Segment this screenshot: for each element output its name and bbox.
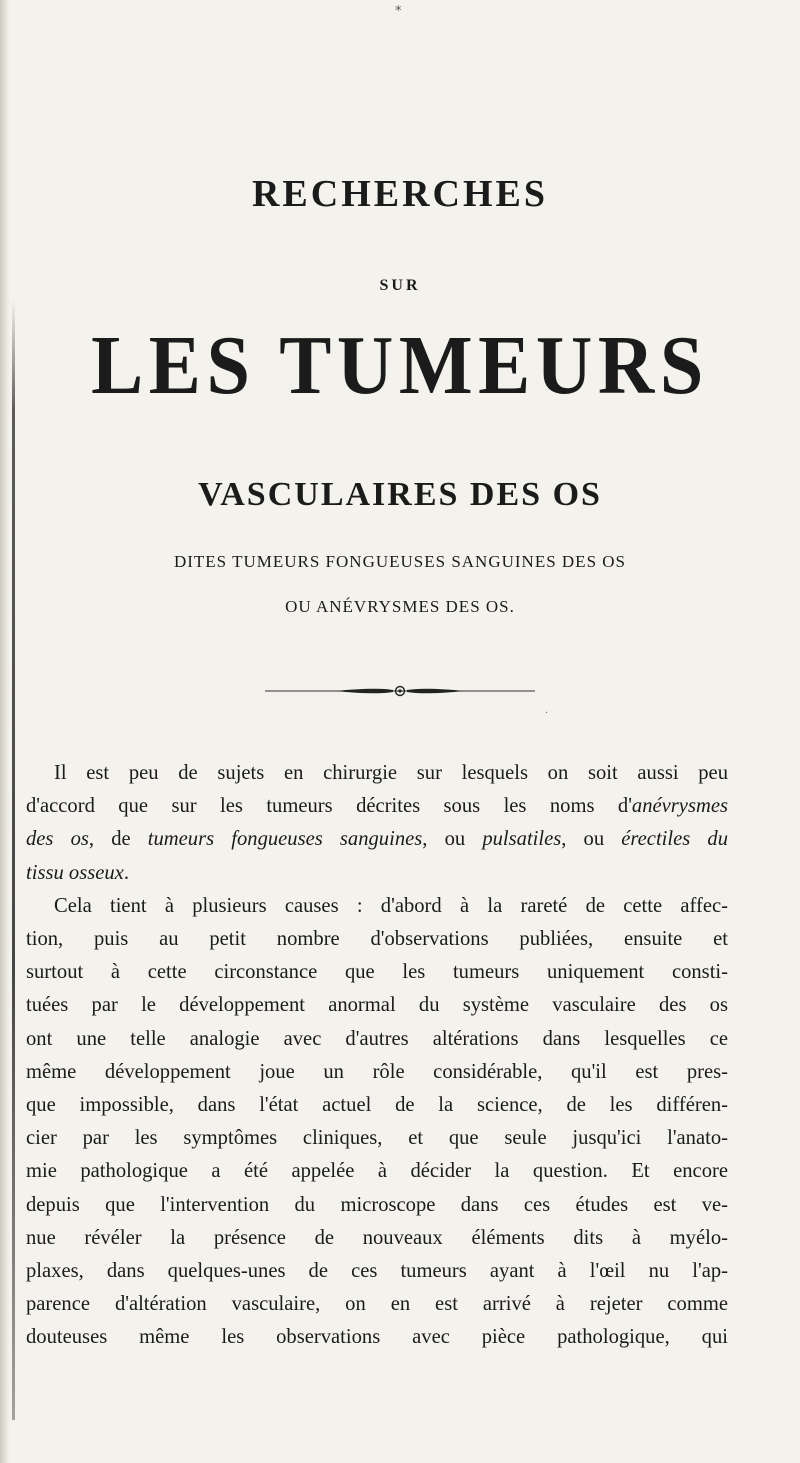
title-les-tumeurs: LES TUMEURS	[91, 319, 709, 412]
text-line: des os, de tumeurs fongueuses sanguines, ou pulsatiles, ou érectiles du	[26, 828, 729, 851]
subtitle-line-2: OU ANÉVRYSMES DES OS.	[285, 597, 515, 616]
text-line: d'accord que sur les tumeurs décrites sous les noms d'anévrysmes	[26, 795, 728, 818]
text-line: ont une telle analogie avec d'autres altérations dans lesquelles ce	[26, 1027, 728, 1050]
page-edge-shadow	[0, 0, 10, 1463]
binding-edge-line	[12, 300, 15, 1420]
text-line: cier par les symptômes cliniques, et que seule jusqu'ici l'anato-	[26, 1127, 728, 1150]
text-line: tissu osseux.	[26, 861, 129, 884]
text-line: mie pathologique a été appelée à décider la question. Et encore	[26, 1160, 728, 1183]
title-vasculaires-des-os: VASCULAIRES DES OS	[198, 476, 602, 513]
text-line: parence d'altération vasculaire, on en est arrivé à rejeter comme	[26, 1293, 728, 1316]
top-mark: *	[395, 4, 402, 19]
subtitle-line-1: DITES TUMEURS FONGUEUSES SANGUINES DES OS	[173, 552, 627, 571]
ornamental-rule-icon	[265, 684, 535, 698]
body-paragraphs	[26, 757, 728, 1355]
speck-mark: ·	[545, 708, 549, 719]
text-line: nue révéler la présence de nouveaux éléments dits à myélo-	[26, 1226, 728, 1249]
text-line: tion, puis au petit nombre d'observations publiées, ensuite et	[26, 928, 728, 951]
title-recherches: RECHERCHES	[251, 173, 549, 215]
text-line: plaxes, dans quelques-unes de ces tumeurs ayant à l'œil nu l'ap-	[26, 1260, 728, 1283]
text-line: Cela tient à plusieurs causes : d'abord à la rareté de cette affec-	[54, 894, 728, 917]
text-line: tuées par le développement anormal du système vasculaire des os	[26, 994, 728, 1017]
text-line: depuis que l'intervention du microscope dans ces études est ve-	[26, 1193, 728, 1216]
title-sur: SUR	[379, 277, 421, 294]
text-line: même développement joue un rôle considérable, qu'il est pres-	[26, 1060, 728, 1083]
text-line: douteuses même les observations avec pièce pathologique, qui	[26, 1326, 728, 1349]
text-line: surtout à cette circonstance que les tumeurs uniquement consti-	[26, 961, 728, 984]
text-line: que impossible, dans l'état actuel de la science, de les différen-	[26, 1094, 728, 1117]
text-line: Il est peu de sujets en chirurgie sur lesquels on soit aussi peu	[54, 762, 728, 784]
